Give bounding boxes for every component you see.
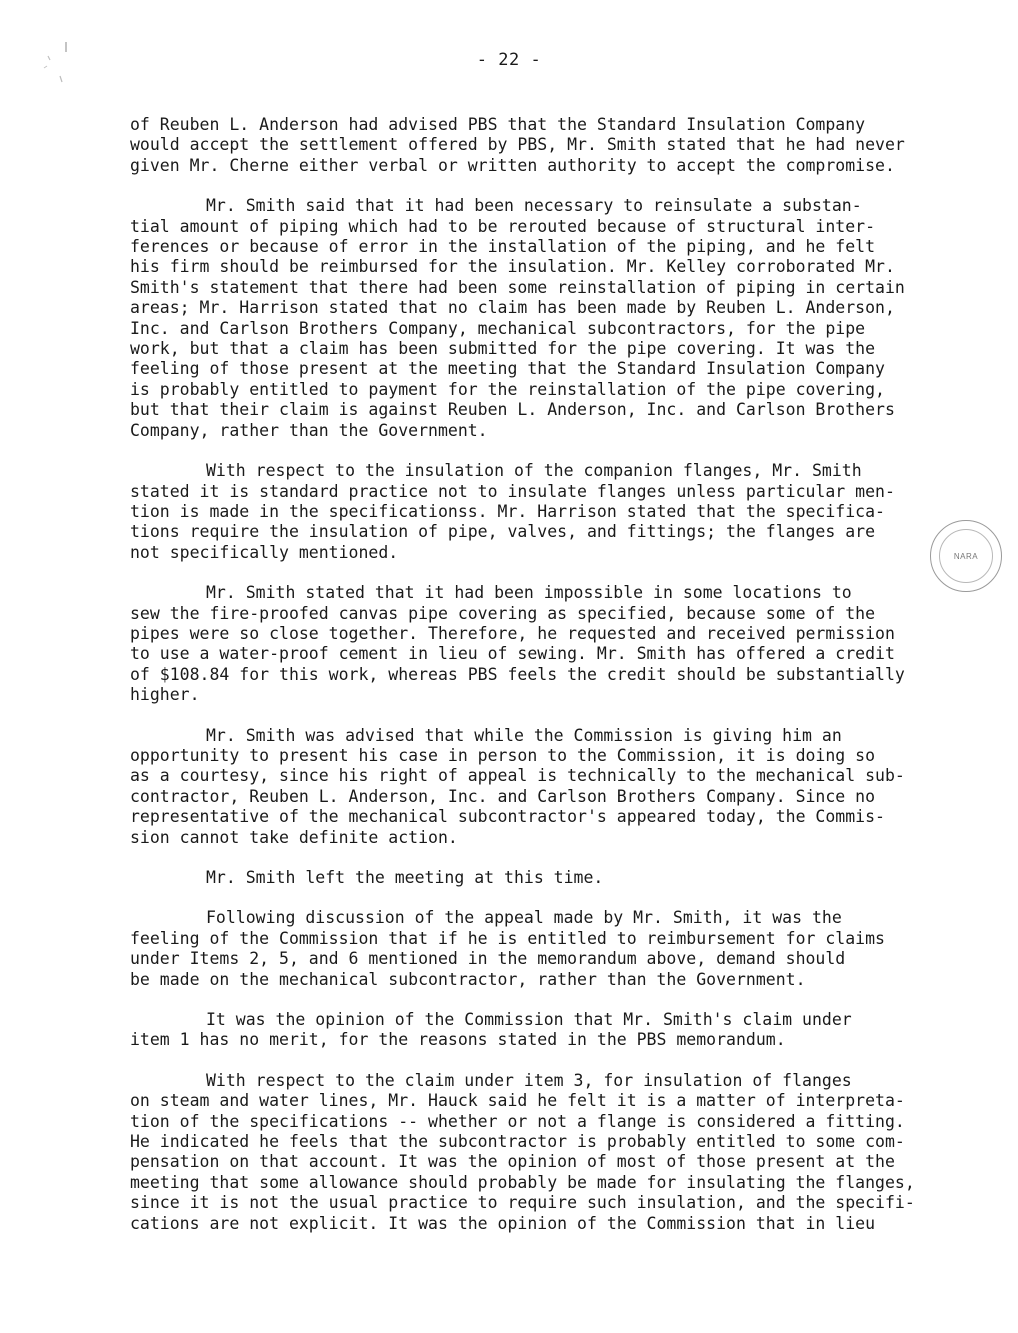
text-line: representative of the mechanical subcontractor's appeared today, the Commis- xyxy=(130,807,885,827)
text-line: to use a water-proof cement in lieu of sewing. Mr. Smith has offered a credit xyxy=(130,644,895,664)
text-line: work, but that a claim has been submitted for the pipe covering. It was the xyxy=(130,339,876,359)
text-line: sion cannot take definite action. xyxy=(130,827,458,847)
text-line: Mr. Smith stated that it had been impossible in some locations to xyxy=(206,583,852,603)
text-line: Following discussion of the appeal made by Mr. Smith, it was the xyxy=(206,908,842,928)
document-body xyxy=(130,115,960,1254)
text-line: tion is made in the specificationss. Mr. Harrison stated that the specifica- xyxy=(130,501,885,521)
text-line: Inc. and Carlson Brothers Company, mechanical subcontractors, for the pipe xyxy=(130,318,866,338)
text-line: Smith's statement that there had been some reinstallation of piping in certain xyxy=(130,277,905,297)
text-line: meeting that some allowance should probably be made for insulating the flanges, xyxy=(130,1172,915,1192)
text-line: tions require the insulation of pipe, valves, and fittings; the flanges are xyxy=(130,522,876,542)
text-line: tial amount of piping which had to be rerouted because of structural inter- xyxy=(130,216,876,236)
text-line: under Items 2, 5, and 6 mentioned in the memorandum above, demand should xyxy=(130,949,846,969)
text-line: ferences or because of error in the installation of the piping, and he felt xyxy=(130,237,876,257)
text-line: opportunity to present his case in person to the Commission, it is doing so xyxy=(130,745,876,765)
text-line: is probably entitled to payment for the reinstallation of the pipe covering, xyxy=(130,379,885,399)
text-line: cations are not explicit. It was the opinion of the Commission that in lieu xyxy=(130,1213,876,1233)
paragraph xyxy=(130,1010,960,1051)
paragraph xyxy=(130,868,960,888)
text-line: Mr. Smith was advised that while the Commission is giving him an xyxy=(206,725,842,745)
text-line: would accept the settlement offered by PBS, Mr. Smith stated that he had never xyxy=(130,135,905,155)
text-line: feeling of those present at the meeting that the Standard Insulation Company xyxy=(130,359,885,379)
text-line: With respect to the insulation of the companion flanges, Mr. Smith xyxy=(206,461,862,481)
text-line: contractor, Reuben L. Anderson, Inc. and Carlson Brothers Company. Since no xyxy=(130,786,876,806)
library-stamp-icon xyxy=(930,520,1002,592)
text-line: Mr. Smith said that it had been necessary to reinsulate a substan- xyxy=(206,196,862,216)
paragraph xyxy=(130,115,960,176)
text-line: areas; Mr. Harrison stated that no claim has been made by Reuben L. Anderson, xyxy=(130,298,895,318)
text-line: sew the fire-proofed canvas pipe covering as specified, because some of the xyxy=(130,603,876,623)
paragraph xyxy=(130,461,960,563)
text-line: but that their claim is against Reuben L. Anderson, Inc. and Carlson Brothers xyxy=(130,400,895,420)
text-line: as a courtesy, since his right of appeal is technically to the mechanical sub- xyxy=(130,766,905,786)
paragraph xyxy=(130,726,960,848)
paragraph xyxy=(130,583,960,705)
text-line: With respect to the claim under item 3, for insulation of flanges xyxy=(206,1070,852,1090)
text-line: since it is not the usual practice to require such insulation, and the specifi- xyxy=(130,1193,915,1213)
text-line: be made on the mechanical subcontractor, rather than the Government. xyxy=(130,969,806,989)
text-line: pensation on that account. It was the opinion of most of those present at the xyxy=(130,1152,895,1172)
text-line: given Mr. Cherne either verbal or written authority to accept the compromise. xyxy=(130,155,895,175)
text-line: It was the opinion of the Commission that Mr. Smith's claim under xyxy=(206,1010,852,1030)
text-line: his firm should be reimbursed for the insulation. Mr. Kelley corroborated Mr. xyxy=(130,257,895,277)
text-line: tion of the specifications -- whether or not a flange is considered a fitting. xyxy=(130,1111,905,1131)
text-line: stated it is standard practice not to insulate flanges unless particular men- xyxy=(130,481,895,501)
text-line: Company, rather than the Government. xyxy=(130,420,488,440)
text-line: of Reuben L. Anderson had advised PBS that the Standard Insulation Company xyxy=(130,115,866,134)
page-number: - 22 - xyxy=(476,50,542,70)
paragraph xyxy=(130,1071,960,1234)
text-line: pipes were so close together. Therefore, he requested and received permission xyxy=(130,623,895,643)
text-line: item 1 has no merit, for the reasons stated in the PBS memorandum. xyxy=(130,1030,786,1050)
text-line: not specifically mentioned. xyxy=(130,542,399,562)
paragraph xyxy=(130,908,960,990)
text-line: of $108.84 for this work, whereas PBS feels the credit should be substantially xyxy=(130,664,905,684)
text-line: higher. xyxy=(130,685,200,705)
paragraph xyxy=(130,196,960,441)
text-line: on steam and water lines, Mr. Hauck said he felt it is a matter of interpreta- xyxy=(130,1091,905,1111)
stamp-label: NARA xyxy=(939,529,993,583)
text-line: He indicated he feels that the subcontractor is probably entitled to some com- xyxy=(130,1132,905,1152)
text-line: Mr. Smith left the meeting at this time. xyxy=(206,868,604,887)
text-line: feeling of the Commission that if he is entitled to reimbursement for claims xyxy=(130,928,885,948)
